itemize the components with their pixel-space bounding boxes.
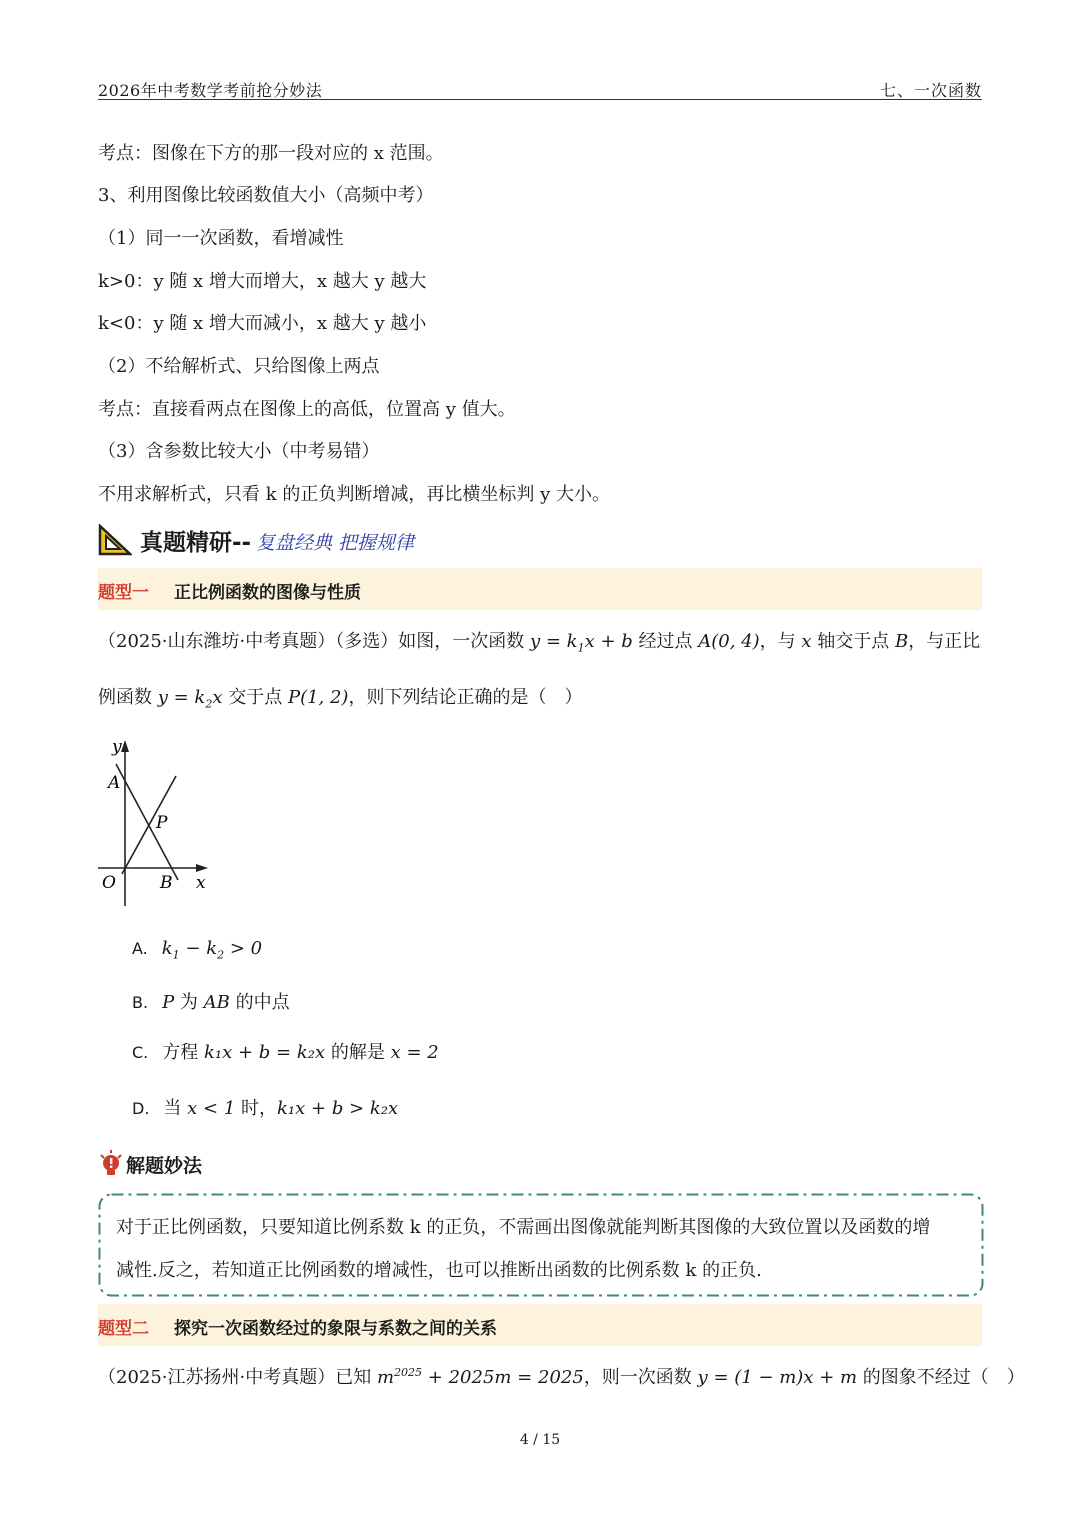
option-text: 时， xyxy=(235,1098,278,1119)
math-expr: x xyxy=(801,631,812,652)
question-text-part: ，则下列结论正确的是（ ） xyxy=(348,687,583,708)
math-expr xyxy=(157,687,223,711)
math-sub: 2 xyxy=(217,948,225,962)
math-part: x + b xyxy=(584,631,633,652)
label-p: P xyxy=(156,813,168,833)
question-text-part: （2025·山东潍坊·中考真题）（多选）如图，一次函数 xyxy=(98,631,530,652)
math-part: + 2025m = 2025 xyxy=(422,1367,584,1388)
option-label: A. xyxy=(132,939,148,958)
question-text xyxy=(98,1363,1025,1389)
math-part: m xyxy=(376,1367,395,1388)
math-part: y = k xyxy=(529,631,578,652)
math-expr: P xyxy=(162,992,175,1013)
lightbulb-icon xyxy=(98,1150,124,1178)
section-subtitle: 复盘经典 把握规律 xyxy=(256,532,415,554)
math-expr: k₁x + b > k₂x xyxy=(277,1098,399,1119)
note-line: 考点：直接看两点在图像上的高低，位置高 y 值大。 xyxy=(98,399,516,420)
note-line: k>0：y 随 x 增大而增大，x 越大 y 越大 xyxy=(98,271,427,292)
tip-box xyxy=(98,1193,984,1297)
math-part: x xyxy=(212,687,223,708)
note-line: 考点：图像在下方的那一段对应的 x 范围。 xyxy=(98,143,444,164)
type-band xyxy=(98,568,982,610)
note-line: k<0：y 随 x 增大而减小，x 越大 y 越小 xyxy=(98,313,427,334)
math-expr xyxy=(377,1367,584,1388)
label-x: x xyxy=(196,873,206,893)
question-text-part: （2025·江苏扬州·中考真题）已知 xyxy=(98,1367,377,1388)
note-line: （2）不给解析式、只给图像上两点 xyxy=(98,356,380,377)
option-b[interactable] xyxy=(132,988,290,1014)
math-expr: x < 1 xyxy=(187,1098,236,1119)
tip-title: 解题妙法 xyxy=(126,1155,203,1177)
math-part: k xyxy=(161,938,173,959)
x-axis-arrow xyxy=(196,864,208,872)
question-text-part: ，则一次函数 xyxy=(583,1367,698,1388)
option-a[interactable] xyxy=(132,938,262,962)
y-axis-arrow xyxy=(121,740,129,752)
math-sub: 1 xyxy=(577,641,585,655)
math-sub: 2 xyxy=(205,697,213,711)
math-part: − k xyxy=(179,938,218,959)
math-expr: x = 2 xyxy=(390,1042,439,1063)
option-text: 的中点 xyxy=(229,992,290,1013)
math-expr: y = (1 − m)x + m xyxy=(697,1367,858,1388)
math-expr: A(0, 4) xyxy=(698,631,760,652)
math-part: y = k xyxy=(157,687,206,708)
question-text-part: ，与 xyxy=(759,631,802,652)
section-main-title: 真题精研-- xyxy=(140,530,252,556)
math-expr: AB xyxy=(203,992,230,1013)
option-text: 的解是 xyxy=(325,1042,391,1063)
question-text-part: 例函数 xyxy=(98,687,158,708)
header-title: 2026年中考数学考前抢分妙法 xyxy=(98,81,323,100)
note-line: 不用求解析式，只看 k 的正负判断增减，再比横坐标判 y 大小。 xyxy=(98,484,610,505)
type-title: 正比例函数的图像与性质 xyxy=(174,583,361,603)
math-sup: 2025 xyxy=(394,1366,423,1379)
option-label: C. xyxy=(132,1043,149,1062)
math-expr: B xyxy=(895,631,909,652)
math-expr: k₁x + b = k₂x xyxy=(204,1042,326,1063)
question-text-part: 经过点 xyxy=(632,631,699,652)
option-text: 当 xyxy=(163,1098,188,1119)
label-a: A xyxy=(108,773,121,793)
label-b: B xyxy=(160,873,173,893)
question-text-part: 的图象不经过（ ） xyxy=(857,1367,1025,1388)
option-text: 为 xyxy=(174,992,204,1013)
option-label: D. xyxy=(132,1099,150,1118)
option-label: B. xyxy=(132,993,149,1012)
type-tag: 题型一 xyxy=(98,583,149,603)
header-chapter: 七、一次函数 xyxy=(879,81,982,100)
option-d[interactable] xyxy=(132,1094,398,1120)
note-line: （3）含参数比较大小（中考易错） xyxy=(98,441,380,462)
math-sub: 1 xyxy=(172,948,180,962)
question-text xyxy=(98,627,980,655)
set-square-icon xyxy=(98,524,132,556)
type-tag: 题型二 xyxy=(98,1319,149,1339)
function-graph xyxy=(96,736,216,912)
math-part: > 0 xyxy=(224,938,263,959)
math-expr: P(1, 2) xyxy=(287,687,349,708)
type-band xyxy=(98,1304,982,1346)
page-header xyxy=(98,76,982,100)
tip-text: 对于正比例函数，只要知道比例系数 k 的正负，不需画出图像就能判断其图像的大致位置以及函数的增 xyxy=(116,1217,931,1238)
header-rule xyxy=(98,99,982,100)
label-o: O xyxy=(102,873,116,893)
option-c[interactable] xyxy=(132,1038,439,1064)
type-title: 探究一次函数经过的象限与系数之间的关系 xyxy=(174,1319,497,1339)
note-line: （1）同一一次函数，看增减性 xyxy=(98,228,344,249)
label-y: y xyxy=(112,737,122,757)
tip-text: 减性.反之，若知道正比例函数的增减性，也可以推断出函数的比例系数 k 的正负. xyxy=(116,1260,762,1281)
question-text xyxy=(98,683,582,711)
page-number: 4 / 15 xyxy=(519,1432,561,1448)
math-expr xyxy=(161,938,263,962)
question-text-part: 交于点 xyxy=(222,687,288,708)
math-expr xyxy=(529,631,633,655)
note-line: 3、利用图像比较函数值大小（高频中考） xyxy=(98,185,434,206)
question-text-part: ，与正比 xyxy=(908,631,981,652)
question-text-part: 轴交于点 xyxy=(811,631,895,652)
option-text: 方程 xyxy=(162,1042,204,1063)
